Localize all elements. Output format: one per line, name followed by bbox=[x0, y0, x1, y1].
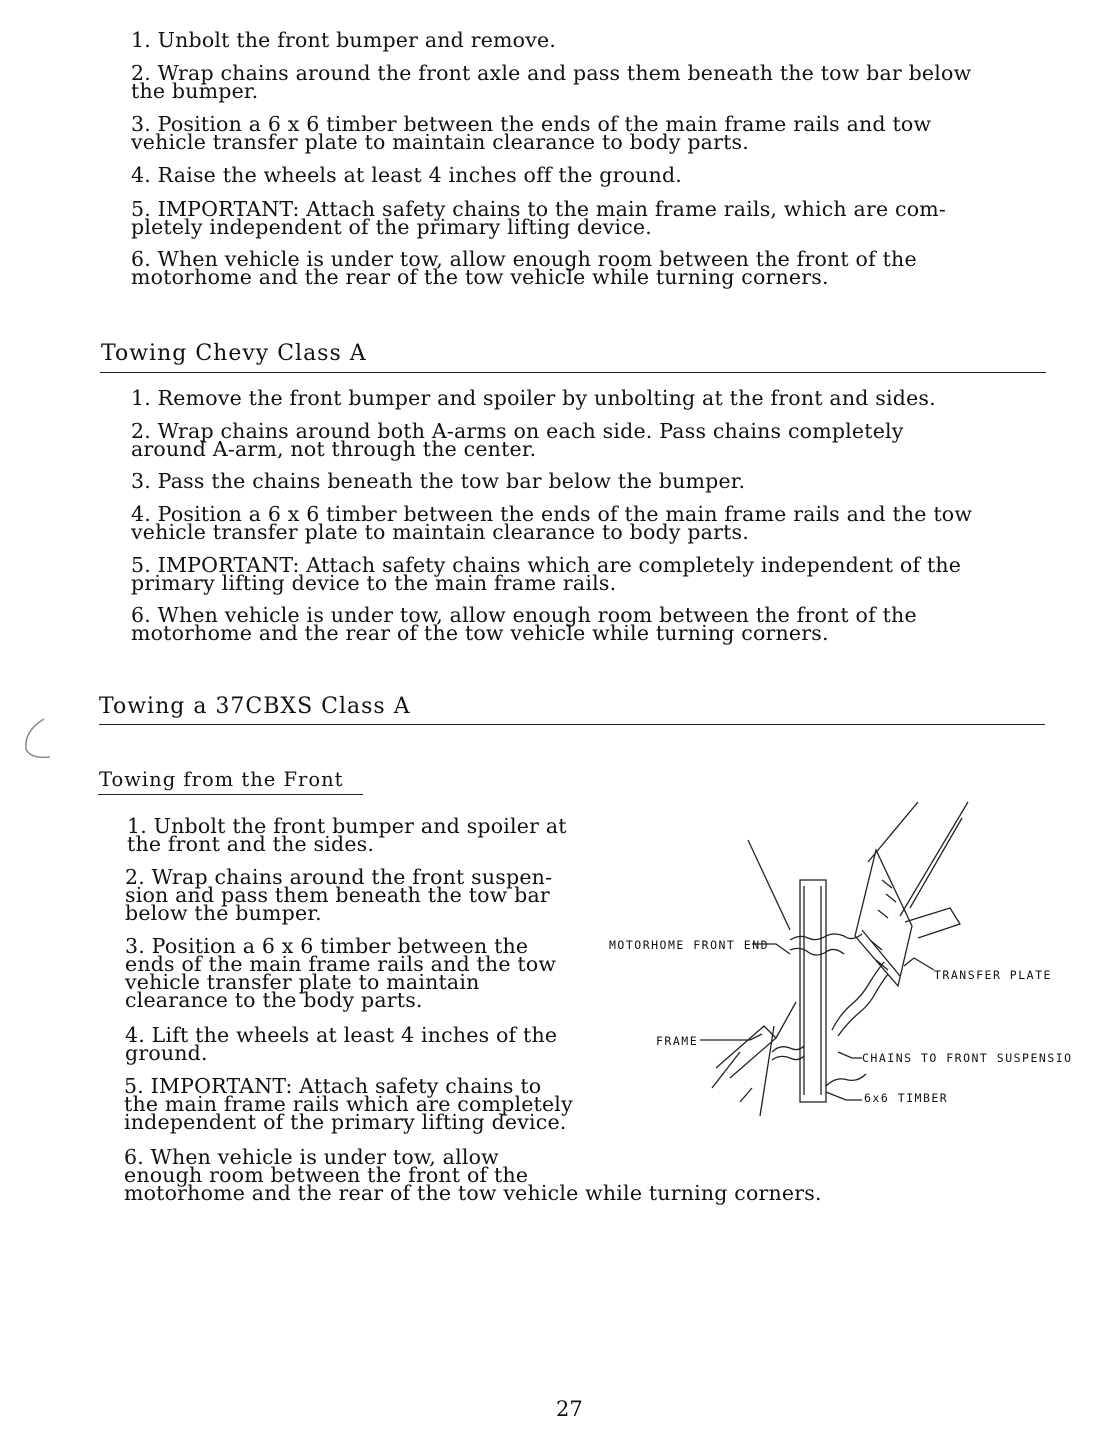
top-step-2: 2. Wrap chains around the front axle and pass them beneath the tow bar below the bumper. bbox=[131, 61, 972, 103]
cbxs-step-4: 4. Lift the wheels at least 4 inches of the ground. bbox=[125, 1023, 558, 1065]
diagram-label-timber: 6x6 TIMBER bbox=[864, 1091, 949, 1105]
subheading-underline bbox=[98, 794, 363, 795]
chevy-step-4: 4. Position a 6 x 6 timber between the ends of the main frame rails and the tow vehicle transfer plate to maintain clearance to body parts. bbox=[131, 502, 973, 544]
section-divider bbox=[100, 372, 1046, 373]
chevy-step-1: 1. Remove the front bumper and spoiler by unbolting at the front and sides. bbox=[131, 386, 936, 410]
cbxs-step-2: 2. Wrap chains around the front suspen- sion and pass them beneath the tow bar below the bumper. bbox=[125, 865, 553, 925]
diagram-label-motorhome-front-end: MOTORHOME FRONT END bbox=[609, 938, 770, 952]
margin-mark bbox=[10, 715, 70, 765]
cbxs-step-6: 6. When vehicle is under tow, allow enough room between the front of the motorhome and the rear of the tow vehicle while turning corners. bbox=[124, 1145, 822, 1205]
top-step-4: 4. Raise the wheels at least 4 inches off the ground. bbox=[131, 163, 682, 187]
subheading-towing-from-front: Towing from the Front bbox=[99, 768, 344, 791]
towing-diagram bbox=[600, 790, 1050, 1140]
section-heading-chevy: Towing Chevy Class A bbox=[101, 341, 367, 366]
diagram-label-frame: FRAME bbox=[656, 1034, 699, 1048]
cbxs-step-1: 1. Unbolt the front bumper and spoiler at the front and the sides. bbox=[127, 814, 567, 856]
top-step-3: 3. Position a 6 x 6 timber between the ends of the main frame rails and tow vehicle transfer plate to maintain clearance to body parts. bbox=[131, 112, 932, 154]
cbxs-step-5: 5. IMPORTANT: Attach safety chains to the main frame rails which are completely independent of the primary lifting device. bbox=[124, 1074, 573, 1134]
chevy-step-2: 2. Wrap chains around both A-arms on each side. Pass chains completely around A-arm, not through the center. bbox=[131, 419, 904, 461]
chevy-step-6: 6. When vehicle is under tow, allow enough room between the front of the motorhome and the rear of the tow vehicle while turning corners. bbox=[131, 603, 917, 645]
chevy-step-3: 3. Pass the chains beneath the tow bar below the bumper. bbox=[131, 469, 746, 493]
diagram-label-transfer-plate: TRANSFER PLATE bbox=[934, 968, 1052, 982]
chevy-step-5: 5. IMPORTANT: Attach safety chains which are completely independent of the primary lifting device to the main frame rails. bbox=[131, 553, 962, 595]
top-step-6: 6. When vehicle is under tow, allow enough room between the front of the motorhome and the rear of the tow vehicle while turning corners. bbox=[131, 247, 917, 289]
top-step-1: 1. Unbolt the front bumper and remove. bbox=[131, 28, 557, 52]
page-number: 27 bbox=[556, 1397, 583, 1421]
diagram-label-chains: CHAINS TO FRONT SUSPENSIO bbox=[862, 1051, 1073, 1065]
cbxs-step-3: 3. Position a 6 x 6 timber between the ends of the main frame rails and the tow vehicle transfer plate to maintain clearance to the body parts. bbox=[125, 934, 557, 1012]
top-step-5: 5. IMPORTANT: Attach safety chains to the main frame rails, which are com- pletely independent of the primary lifting device. bbox=[131, 197, 947, 239]
section-divider bbox=[99, 724, 1045, 725]
section-heading-37cbxs: Towing a 37CBXS Class A bbox=[99, 694, 411, 719]
